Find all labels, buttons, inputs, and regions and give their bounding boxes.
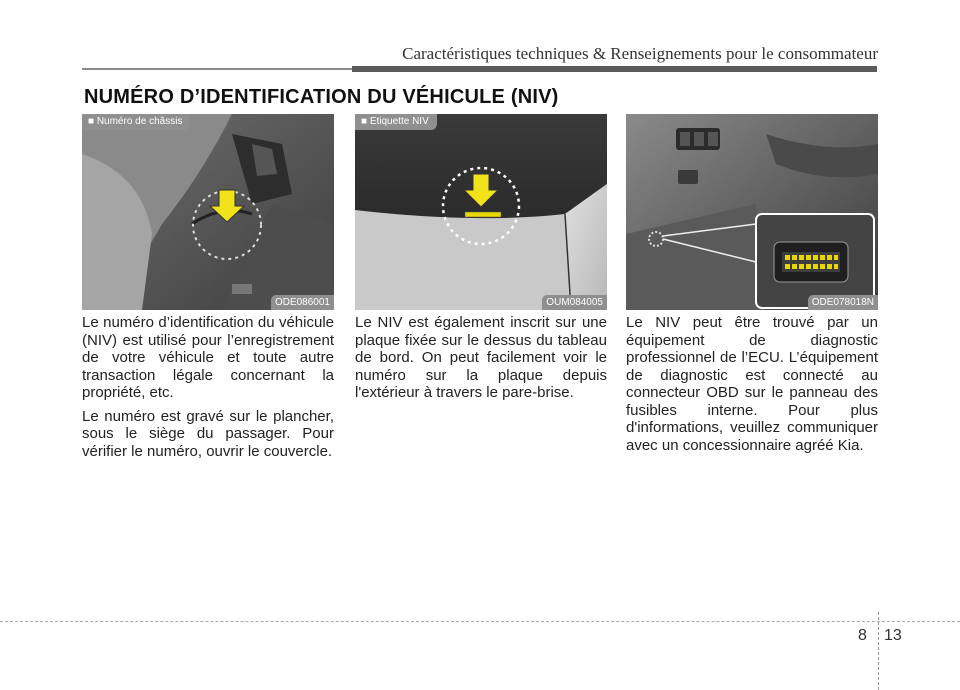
figure-code: OUM084005 bbox=[542, 295, 607, 310]
figure-chassis-number bbox=[82, 114, 334, 310]
paragraph: Le numéro est gravé sur le plancher, sous le siège du passager. Pour vérifier le numéro, ouvrir le couvercle. bbox=[82, 407, 334, 460]
footer-dashed-rule bbox=[0, 621, 960, 622]
figure-caption-label: ■ Etiquette NIV bbox=[355, 114, 437, 130]
paragraph: Le numéro d’identification du véhicule (NIV) est utilisé pour l’enregistrement de votre véhicule et toute autre transaction légale concernant la propriété, etc. bbox=[82, 314, 334, 401]
seat-floor-illustration bbox=[82, 114, 334, 310]
paragraph: Le NIV est également inscrit sur une plaque fixée sur le dessus du tableau de bord. On peut facilement voir le numéro sur la plaque depuis l'extérieur à travers le pare-brise. bbox=[355, 314, 607, 401]
header-rule bbox=[352, 66, 877, 72]
page-number-separator bbox=[878, 612, 879, 690]
text-column-1 bbox=[82, 314, 334, 466]
figure-obd-connector bbox=[626, 114, 878, 310]
obd-illustration bbox=[626, 114, 878, 310]
text-column-3 bbox=[626, 314, 878, 460]
page-number: 13 bbox=[884, 627, 902, 644]
paragraph: Le NIV peut être trouvé par un équipement de diagnostic professionnel de l’ECU. L’équipement de diagnostic est connecté au connecteur OBD sur le panneau des fusibles interne. Pour plus d'informations, veuillez communiquer avec un concessionnaire agréé Kia. bbox=[626, 314, 878, 454]
section-title: NUMÉRO D’IDENTIFICATION DU VÉHICULE (NIV) bbox=[84, 86, 559, 108]
figure-code: ODE078018N bbox=[808, 295, 878, 310]
figure-vin-label bbox=[355, 114, 607, 310]
dashboard-illustration bbox=[355, 114, 607, 310]
figure-code: ODE086001 bbox=[271, 295, 334, 310]
running-header: Caractéristiques techniques & Renseignements pour le consommateur bbox=[402, 44, 878, 63]
text-column-2 bbox=[355, 314, 607, 408]
chapter-number: 8 bbox=[858, 627, 867, 644]
header-rule-thin bbox=[82, 68, 352, 70]
figure-caption-label: ■ Numéro de châssis bbox=[82, 114, 190, 130]
vin-plate bbox=[465, 212, 501, 217]
